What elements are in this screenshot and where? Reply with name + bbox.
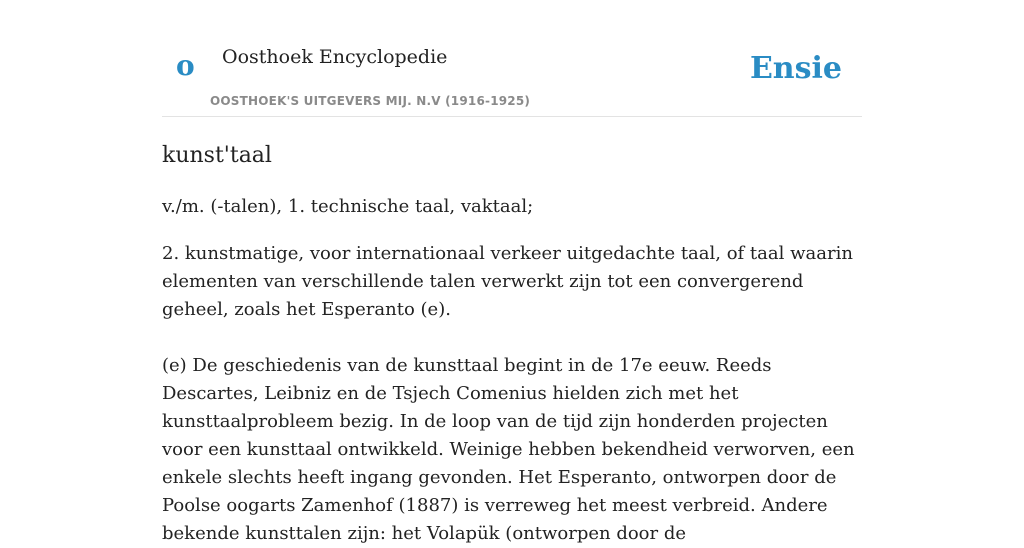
definition-paragraph: v./m. (-talen), 1. technische taal, vaktaal; [162,196,534,218]
article-title: kunst'taal [162,143,272,168]
brand-logo-link[interactable]: Ensie [749,51,842,86]
article-body [162,193,862,548]
definition-paragraph: 2. kunstmatige, voor internationaal verkeer uitgedachte taal, of taal waarin elementen van verschillende talen verwerkt zijn tot een convergerend geheel, zoals het Esperanto (e). [162,243,853,321]
history-paragraph: (e) De geschiedenis van de kunsttaal begint in de 17e eeuw. Reeds Descartes, Leibniz en de Tsjech Comenius hielden zich met het kunsttaalprobleem bezig. In de loop van de tijd zijn honderden projecten voor een kunsttaal ontwikkeld. Weinige hebben bekendheid verworven, een enkele slechts heeft ingang gevonden. Het Esperanto, ontworpen door de Poolse oogarts Zamenhof (1887) is verreweg het meest verbreid. Andere bekende kunsttalen zijn: het Volapük (ontworpen door de [162,355,855,545]
source-logo[interactable]: o [176,49,195,82]
source-title[interactable]: Oosthoek Encyclopedie [222,46,448,68]
source-subtitle: OOSTHOEK'S UITGEVERS MIJ. N.V (1916-1925) [210,94,531,108]
content-column [162,0,862,548]
source-header [162,0,862,117]
